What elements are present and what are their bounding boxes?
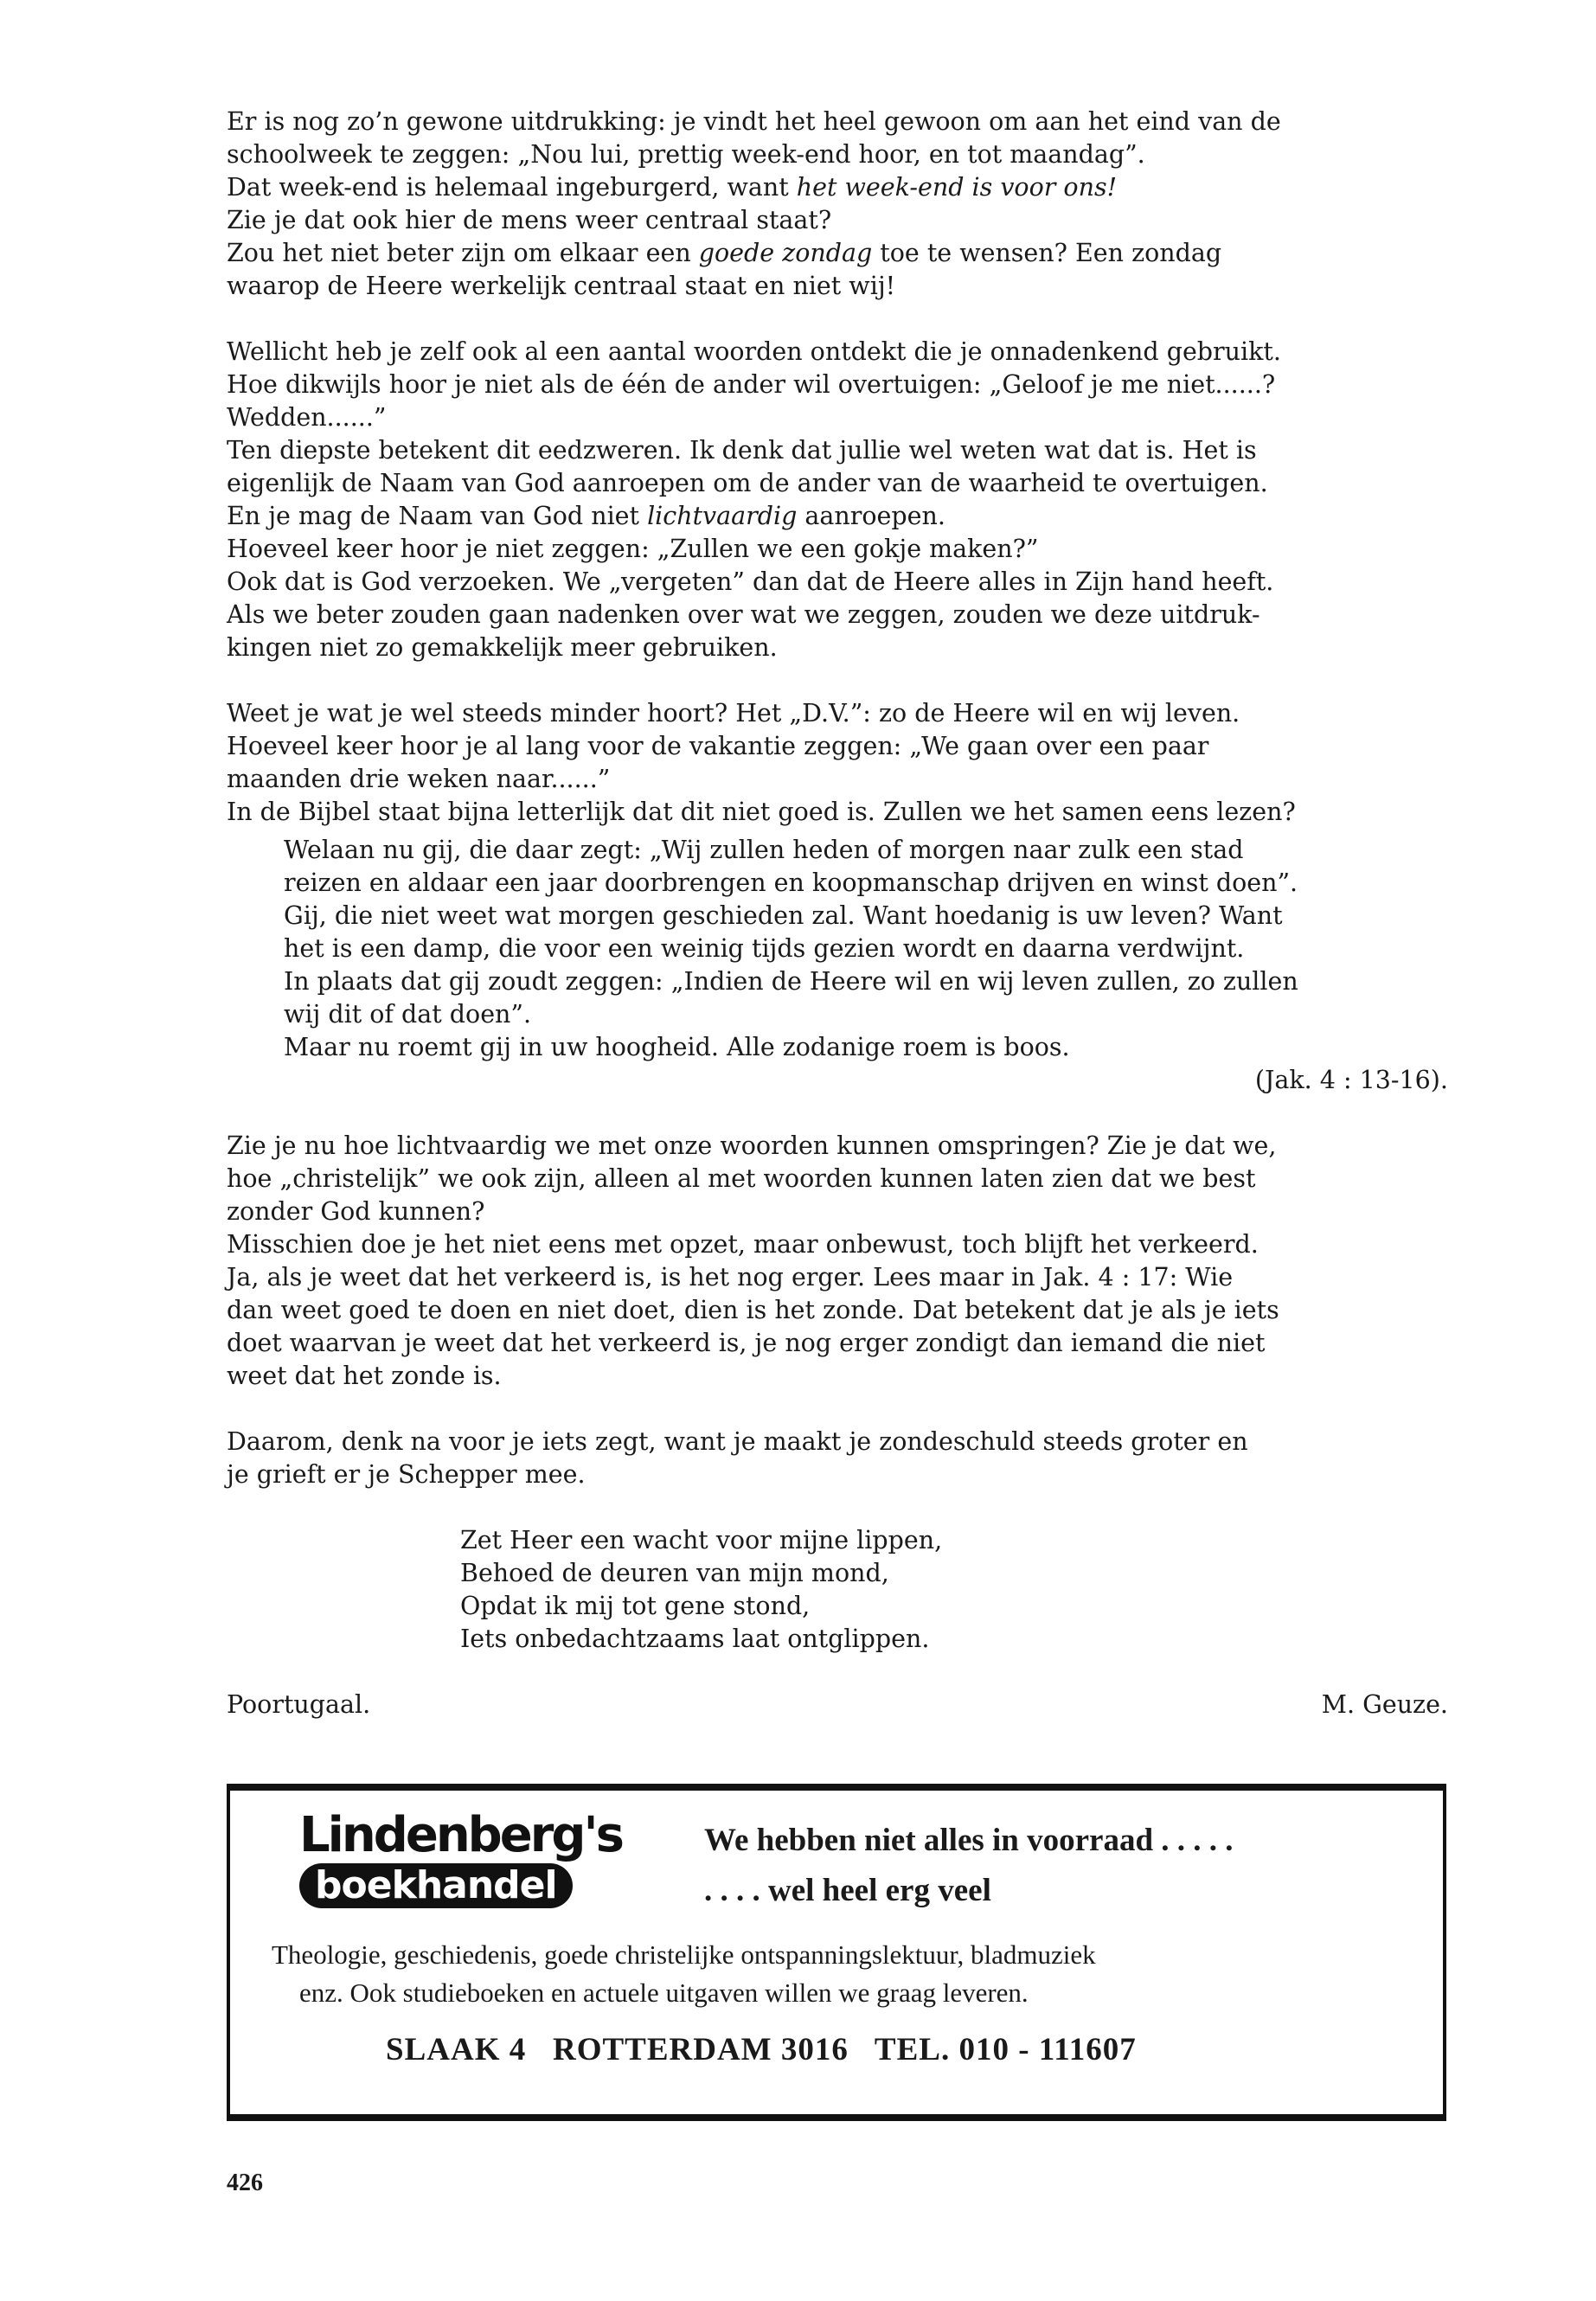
text-line: Hoe dikwijls hoor je niet als de één de ander wil overtuigen: „Geloof je me niet......? [227,370,1276,399]
ad-description-1: Theologie, geschiedenis, goede christelijke ontspanningslektuur, bladmuziek [272,1939,1096,1970]
paragraph-gap [227,1491,1448,1524]
text-segment: aanroepen. [797,502,945,530]
text-line: Ook dat is God verzoeken. We „vergeten” dan dat de Heere alles in Zijn hand heeft. [227,567,1274,596]
bookshop-advertisement [227,1784,1446,2121]
logo-name: Lindenberg's [299,1807,622,1863]
paragraph-3 [227,697,1448,829]
paragraph-gap [227,1656,1448,1689]
text-line: Ten diepste betekent dit eedzweren. Ik denk dat jullie wel weten wat dat is. Het is [227,436,1257,465]
text-segment: Dat week-end is helemaal ingeburgerd, want [227,173,797,202]
text-line: hoe „christelijk” we ook zijn, alleen al met woorden kunnen laten zien dat we best [227,1164,1256,1193]
text-line: Zie je dat ook hier de mens weer centraal staat? [227,206,832,234]
text-line: weet dat het zonde is. [227,1362,502,1390]
italic-text: lichtvaardig [647,502,798,530]
poem-line: Zet Heer een wacht voor mijne lippen, [460,1526,943,1554]
text-line: Wellicht heb je zelf ook al een aantal woorden ontdekt die je onnadenkend gebruikt. [227,337,1281,366]
paragraph-5 [227,1426,1448,1491]
text-line: Hoeveel keer hoor je niet zeggen: „Zullen we een gokje maken?” [227,535,1039,563]
italic-text: het week-end is voor ons! [796,173,1118,202]
poem [460,1524,1448,1656]
ad-description-2: enz. Ook studieboeken en actuele uitgaven willen we graag leveren. [299,1977,1029,2008]
paragraph-gap [227,1097,1448,1130]
poem-line: Iets onbedachtzaams laat ontglippen. [460,1625,930,1653]
text-line: Hoeveel keer hoor je al lang voor de vakantie zeggen: „We gaan over een paar [227,732,1209,760]
text-line: maanden drie weken naar......” [227,765,611,793]
quote-line: reizen en aldaar een jaar doorbrengen en koopmanschap drijven en winst doen”. [284,868,1298,897]
text-line: Daarom, denk na voor je iets zegt, want je maakt je zondeschuld steeds groter en [227,1427,1248,1456]
text-segment: En je mag de Naam van God niet [227,502,648,530]
text-line: doet waarvan je weet dat het verkeerd is, je nog erger zondigt dan iemand die niet [227,1329,1266,1357]
text-line: Er is nog zo’n gewone uitdrukking: je vindt het heel gewoon om aan het eind van de [227,107,1281,136]
text-line: waarop de Heere werkelijk centraal staat en niet wij! [227,272,896,300]
text-line: In de Bijbel staat bijna letterlijk dat dit niet goed is. Zullen we het samen eens lezen? [227,798,1296,826]
quote-line: Maar nu roemt gij in uw hoogheid. Alle zodanige roem is boos. [284,1033,1070,1061]
text-line: zonder God kunnen? [227,1197,485,1226]
paragraph-gap [227,303,1448,336]
author-name: M. Geuze. [1321,1690,1448,1719]
paragraph-1 [227,106,1448,303]
quote-line: het is een damp, die voor een weinig tijds gezien wordt en daarna verdwijnt. [284,934,1245,963]
italic-text: goede zondag [698,239,873,267]
quote-line: Gij, die niet weet wat morgen geschieden zal. Want hoedanig is uw leven? Want [284,901,1283,930]
text-line: dan weet goed te doen en niet doet, dien is het zonde. Dat betekent dat je als je iets [227,1296,1279,1324]
poem-line: Behoed de deuren van mijn mond, [460,1559,889,1587]
poem-line: Opdat ik mij tot gene stond, [460,1592,811,1620]
text-line: Weet je wat je wel steeds minder hoort? Het „D.V.”: zo de Heere wil en wij leven. [227,699,1240,727]
text-line: schoolweek te zeggen: „Nou lui, prettig week-end hoor, en tot maandag”. [227,140,1145,169]
quote-line: Welaan nu gij, die daar zegt: „Wij zullen heden of morgen naar zulk een stad [284,836,1244,864]
paragraph-4 [227,1130,1448,1393]
signature-line [227,1689,1448,1721]
quote-line: In plaats dat gij zoudt zeggen: „Indien de Heere wil en wij leven zullen, zo zullen [284,967,1298,996]
text-segment: Zou het niet beter zijn om elkaar een [227,239,699,267]
paragraph-2 [227,336,1448,664]
bible-quote [284,834,1448,1097]
text-line [227,171,1448,204]
article-body [227,106,1448,1721]
ad-address: SLAAK 4 ROTTERDAM 3016 TEL. 010 - 111607 [386,2032,1137,2067]
ad-slogan-2: . . . . wel heel erg veel [704,1873,991,1908]
text-line [227,500,1448,533]
quote-reference: (Jak. 4 : 13-16). [1254,1066,1448,1094]
text-line: Als we beter zouden gaan nadenken over wat we zeggen, zouden we deze uitdruk- [227,600,1260,629]
text-line: je grieft er je Schepper mee. [227,1460,586,1489]
logo-subtitle: boekhandel [299,1863,573,1908]
text-line: Zie je nu hoe lichtvaardig we met onze woorden kunnen omspringen? Zie je dat we, [227,1131,1277,1160]
text-line: kingen niet zo gemakkelijk meer gebruiken. [227,633,778,662]
bookshop-logo [299,1807,680,1913]
paragraph-gap [227,1393,1448,1426]
paragraph-gap [227,664,1448,697]
text-line: eigenlijk de Naam van God aanroepen om de ander van de waarheid te overtuigen. [227,469,1268,497]
page-number: 426 [227,2170,263,2196]
ad-slogan-1: We hebben niet alles in voorraad . . . . . [704,1823,1234,1858]
text-line [227,237,1448,270]
place-name: Poortugaal. [227,1690,371,1719]
text-segment: toe te wensen? Een zondag [872,239,1222,267]
text-line: Ja, als je weet dat het verkeerd is, is het nog erger. Lees maar in Jak. 4 : 17: Wie [227,1263,1234,1292]
text-line: Misschien doe je het niet eens met opzet, maar onbewust, toch blijft het verkeerd. [227,1230,1259,1259]
quote-line: wij dit of dat doen”. [284,1000,532,1029]
text-line: Wedden......” [227,403,387,432]
